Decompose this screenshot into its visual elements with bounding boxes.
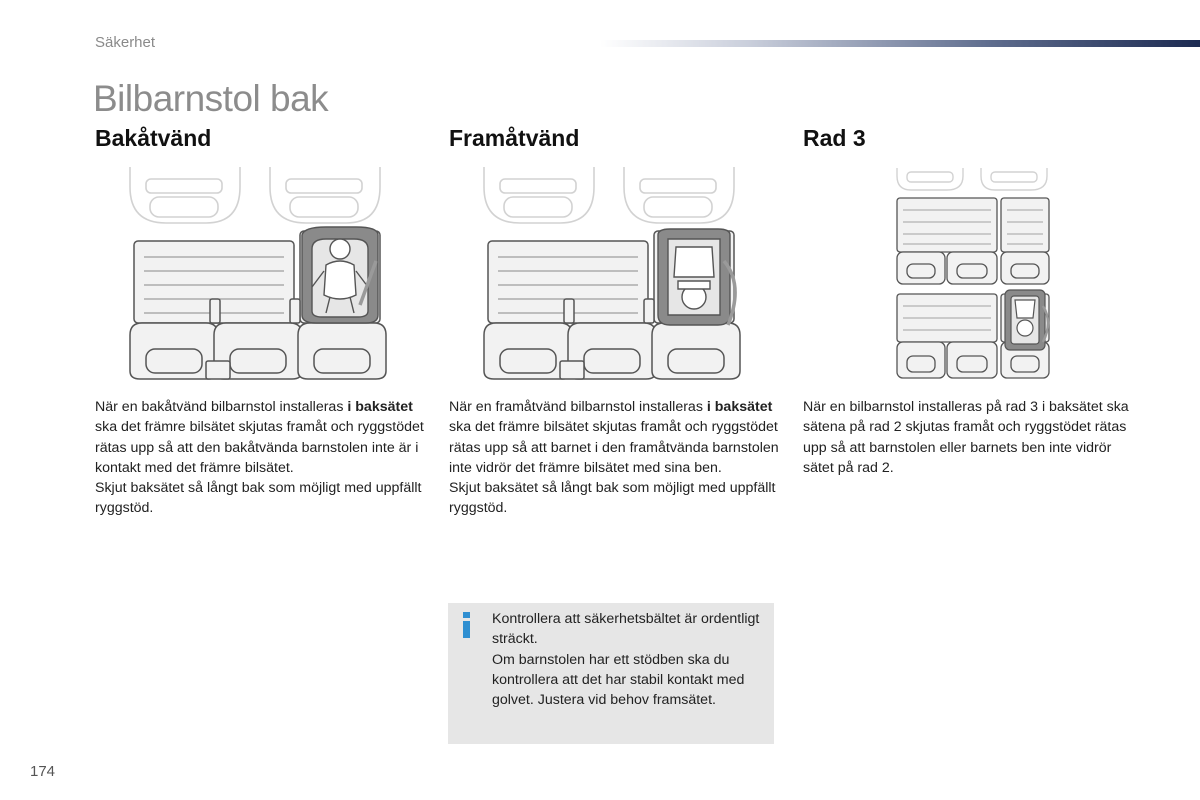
- info-box: [448, 603, 774, 744]
- page-number: 174: [30, 763, 56, 780]
- forward-facing-text: När en framåtvänd bilbarnstol installeras i baksätet ska det främre bilsätet skjutas framåt och ryggstödet rätas upp så att barnet i den framåtvända barnstolen inte vidrör det främre bilsätet med sina ben. Skjut baksätet så långt bak som möjligt med uppfällt ryggstöd.: [449, 399, 779, 517]
- row-3-seat-illustration: [893, 166, 1053, 382]
- page-title: Bilbarnstol bak: [93, 78, 329, 119]
- forward-facing-seat-illustration: [480, 165, 744, 383]
- heading-forward-facing: Framåtvänd: [449, 125, 580, 151]
- section-label: Säkerhet: [95, 34, 156, 51]
- info-text: Kontrollera att säkerhetsbältet är ordentligt sträckt. Om barnstolen har ett stödben ska du kontrollera att det har stabil kontakt med golvet. Justera vid behov framsätet.: [492, 611, 760, 709]
- row-3-text: När en bilbarnstol installeras på rad 3 i baksätet ska sätena på rad 2 skjutas framåt och ryggstödet rätas upp så att barnstolen eller barnets ben inte vidrör sätet på rad 2.: [803, 399, 1129, 476]
- header-gradient-bar: [600, 40, 1200, 47]
- heading-rear-facing: Bakåtvänd: [95, 125, 212, 151]
- info-icon: [460, 611, 474, 639]
- rear-facing-seat-illustration: [126, 165, 390, 383]
- heading-row-3: Rad 3: [803, 125, 866, 151]
- rear-facing-text: När en bakåtvänd bilbarnstol installeras i baksätet ska det främre bilsätet skjutas framåt och ryggstödet rätas upp så att den bakåtvända barnstolen inte är i kontakt med det främre bilsätet. Skjut baksätet så långt bak som möjligt med uppfällt ryggstöd.: [95, 399, 424, 517]
